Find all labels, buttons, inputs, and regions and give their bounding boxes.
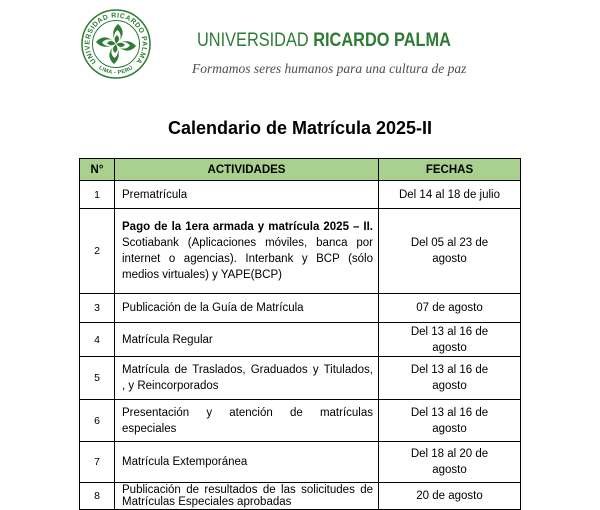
activity-cell: [115, 294, 379, 323]
activity-line: especiales: [122, 422, 177, 435]
activity-line: internet o agencias). Interbank y BCP (sólo: [122, 253, 373, 265]
row-number: 3: [80, 294, 115, 323]
row-number: 4: [80, 323, 115, 357]
table-row: [80, 483, 521, 510]
activity-cell: [115, 400, 379, 442]
activity-cell: [115, 442, 379, 483]
activity-cell: [115, 209, 379, 294]
date-cell: [379, 442, 521, 483]
university-name-light: UNIVERSIDAD: [197, 30, 309, 51]
activity-line: medios virtuales) y YAPE(BCP): [122, 269, 282, 281]
date-text: Del 18 al 20 de agosto: [410, 448, 489, 476]
university-name-bold: RICARDO PALMA: [313, 30, 451, 51]
table-row: [80, 400, 521, 442]
logo-ring-text-bottom-path: LIMA - PERÚ: [97, 65, 135, 77]
activity-line: Prematrícula: [122, 188, 188, 201]
activity-cell: [115, 357, 379, 400]
university-name: [197, 30, 451, 52]
logo-ring-text-top-path: UNIVERSIDAD RICARDO PALMA: [84, 12, 148, 65]
activity-cell: [115, 181, 379, 209]
date-cell: [379, 400, 521, 442]
column-header-dates: FECHAS: [379, 159, 521, 181]
row-number: 5: [80, 357, 115, 400]
date-text: Del 13 al 16 de agosto: [410, 325, 489, 354]
activity-cell: [115, 483, 379, 510]
university-tagline: Formamos seres humanos para una cultura de paz: [192, 61, 467, 76]
activity-line: Scotiabank (Aplicaciones móviles, banca por: [122, 237, 373, 249]
table-row: [80, 209, 521, 294]
table-row: [80, 357, 521, 400]
activity-line: Matrícula Regular: [122, 333, 213, 346]
activity-cell: [115, 323, 379, 357]
date-cell: [379, 294, 521, 323]
page-title: Calendario de Matrícula 2025-II: [167, 118, 433, 138]
table-header-row: [80, 159, 521, 181]
date-text: 20 de agosto: [416, 489, 483, 502]
table-row: [80, 294, 521, 323]
row-number: 8: [80, 483, 115, 510]
column-header-number: N°: [80, 159, 115, 181]
date-cell: [379, 357, 521, 400]
row-number: 1: [80, 181, 115, 209]
activity-line: Matrículas Especiales aprobadas: [122, 496, 292, 508]
activity-line: Presentación y atención de matrículas: [122, 406, 373, 419]
date-cell: [379, 483, 521, 510]
activity-line: Publicación de la Guía de Matrícula: [122, 302, 304, 314]
calendar-table: [79, 158, 521, 510]
table-row: [80, 181, 521, 209]
date-cell: [379, 323, 521, 357]
date-text: Del 13 al 16 de agosto: [410, 364, 489, 392]
row-number: 2: [80, 209, 115, 294]
date-text: Del 05 al 23 de agosto: [410, 237, 489, 265]
row-number: 7: [80, 442, 115, 483]
activity-line: Publicación de resultados de las solicitudes de: [122, 483, 373, 496]
activity-line: , y Reincorporados: [122, 380, 219, 392]
date-cell: [379, 209, 521, 294]
activity-line: Matrícula de Traslados, Graduados y Titulados,: [122, 364, 373, 376]
date-text: Del 14 al 18 de julio: [398, 188, 500, 201]
row-number: 6: [80, 400, 115, 442]
table-row: [80, 442, 521, 483]
column-header-activities: ACTIVIDADES: [115, 159, 379, 181]
table-row: [80, 323, 521, 357]
date-text: 07 de agosto: [416, 302, 483, 314]
activity-line-bold: Pago de la 1era armada y matrícula 2025 – II.: [122, 221, 373, 233]
university-seal-logo: [80, 8, 152, 80]
date-cell: [379, 181, 521, 209]
activity-line: Matrícula Extemporánea: [122, 456, 248, 468]
date-text: Del 13 al 16 de agosto: [410, 406, 489, 435]
